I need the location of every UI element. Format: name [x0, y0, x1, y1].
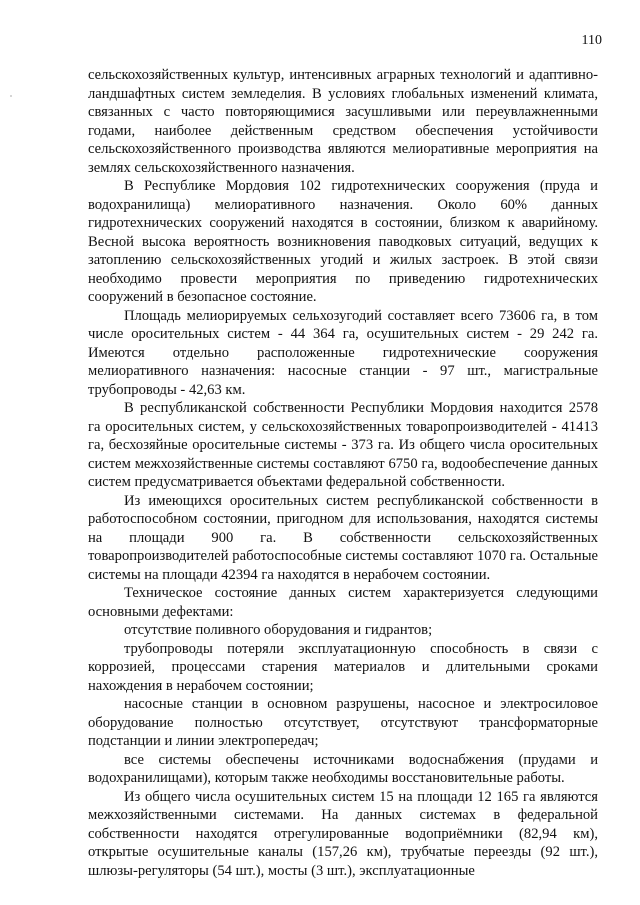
list-item: все системы обеспечены источниками водоснабжения (прудами и водохранилищами), которым также необходимы восстановительные работы.	[88, 751, 598, 786]
body-text	[88, 66, 598, 880]
list-item: насосные станции в основном разрушены, насосное и электросиловое оборудование полностью отсутствует, отсутствуют трансформаторные подстанции и линии электропередач;	[88, 696, 598, 749]
paragraph: сельскохозяйственных культур, интенсивных аграрных технологий и адаптивно-ландшафтных систем земледелия. В условиях глобальных изменений климата, связанных с часто повторяющимися засушливыми или переувлажненными годами, наиболее действенным средством обеспечения устойчивости сельскохозяйственного производства являются мелиоративные мероприятия на землях сельскохозяйственного назначения.	[88, 67, 598, 176]
page-number: 110	[581, 33, 602, 48]
paragraph: Из общего числа осушительных систем 15 на площади 12 165 га являются межхозяйственными системами. На данных системах в федеральной собственности находятся отрегулированные водоприёмники (82,94 км), открытые осушительные каналы (157,26 км), трубчатые переезды (92 шт.), шлюзы-регуляторы (54 шт.), мосты (3 шт.), эксплуатационные	[88, 788, 598, 879]
paragraph: Техническое состояние данных систем характеризуется следующими основными дефектами:	[88, 585, 598, 620]
paragraph: В Республике Мордовия 102 гидротехнических сооружения (пруда и водохранилища) мелиоративного назначения. Около 60% данных гидротехнических сооружений находятся в состоянии, близком к аварийному. Весной высока вероятность возникновения паводковых ситуаций, ведущих к затоплению сельскохозяйственных угодий и жилых застроек. В этой связи необходимо провести мероприятия по приведению гидротехнических сооружений в безопасное состояние.	[88, 178, 598, 305]
paragraph: В республиканской собственности Республики Мордовия находится 2578 га оросительных систем, у сельскохозяйственных товаропроизводителей - 41413 га, бесхозяйные оросительные системы - 373 га. Из общего числа оросительных систем межхозяйственные системы составляют 6750 га, водообеспечение данных систем предусматривается объектами федеральной собственности.	[88, 400, 598, 490]
list-item: трубопроводы потеряли эксплуатационную способность в связи с коррозией, процессами старения материалов и длительными сроками нахождения в нерабочем состоянии;	[88, 640, 598, 694]
paragraph: Из имеющихся оросительных систем республиканской собственности в работоспособном состоянии, пригодном для использования, находятся системы на площади 900 га. В собственности сельскохозяйственных товаропроизводителей работоспособные системы составляют 1070 га. Остальные системы на площади 42394 га находятся в нерабочем состоянии.	[88, 492, 598, 583]
scan-speck	[10, 95, 12, 97]
paragraph: Площадь мелиорируемых сельхозугодий составляет всего 73606 га, в том числе оросительных систем - 44 364 га, осушительных систем - 29 242 га. Имеются отдельно расположенные гидротехнические сооружения мелиоративного назначения: насосные станции - 97 шт., магистральные трубопроводы - 42,63 км.	[88, 307, 598, 398]
list-item: отсутствие поливного оборудования и гидрантов;	[124, 622, 433, 638]
